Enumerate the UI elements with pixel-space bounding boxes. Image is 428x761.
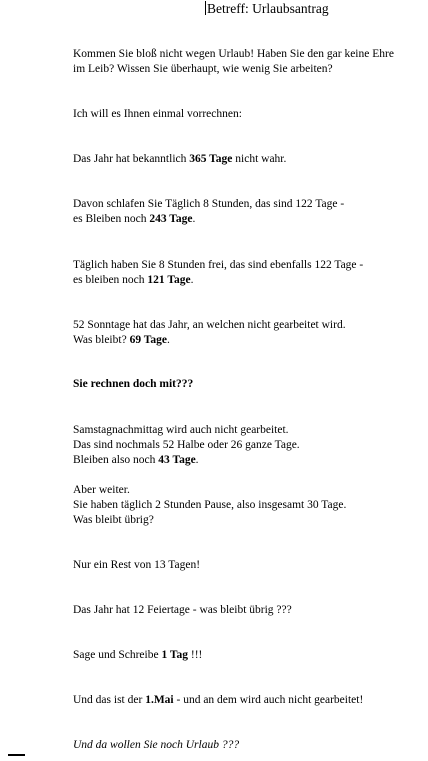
paragraph-5-line-2 xyxy=(73,273,363,288)
paragraph-13-text-bold: 1.Mai xyxy=(145,694,174,706)
paragraph-4-text-post: . xyxy=(192,213,196,225)
paragraph-1 xyxy=(73,47,394,77)
paragraph-8-text-bold: 43 Tage xyxy=(158,454,196,466)
paragraph-4 xyxy=(73,197,344,227)
paragraph-5-text-pre: es bleiben noch xyxy=(73,274,148,286)
paragraph-3-text-post: nicht wahr. xyxy=(232,153,287,165)
paragraph-6-text-post: . xyxy=(166,334,170,346)
paragraph-5-text-bold: 121 Tage xyxy=(147,274,191,286)
paragraph-11-line-1: Das Jahr hat 12 Feiertage - was bleibt übrig ??? xyxy=(73,604,292,616)
paragraph-4-line-1: Davon schlafen Sie Täglich 8 Stunden, das sind 122 Tage - xyxy=(73,198,345,210)
paragraph-8-text-post: . xyxy=(195,454,199,466)
paragraph-9-line-1: Aber weiter. xyxy=(73,484,130,496)
paragraph-10-line-1: Nur ein Rest von 13 Tagen! xyxy=(73,559,201,571)
paragraph-14-line-1: Und da wollen Sie noch Urlaub ??? xyxy=(73,739,240,751)
paragraph-1-line-1: Kommen Sie bloß nicht wegen Urlaub! Haben Sie den gar keine Ehre xyxy=(73,48,394,60)
paragraph-4-text-pre: es Bleiben noch xyxy=(73,213,150,225)
paragraph-3 xyxy=(73,152,286,167)
paragraph-8 xyxy=(73,423,300,468)
paragraph-12-text-pre: Sage und Schreibe xyxy=(73,649,162,661)
paragraph-6 xyxy=(73,318,346,348)
paragraph-12-text-bold: 1 Tag xyxy=(161,649,189,661)
paragraph-7-line-1: Sie rechnen doch mit??? xyxy=(73,378,194,390)
paragraph-3-text-bold: 365 Tage xyxy=(189,153,233,165)
paragraph-8-line-3 xyxy=(73,453,300,468)
paragraph-6-line-2 xyxy=(73,333,346,348)
heading-text: Betreff: Urlaubsantrag xyxy=(207,1,329,16)
paragraph-13-text-pre: Und das ist der xyxy=(73,694,146,706)
paragraph-9-line-3: Was bleibt übrig? xyxy=(73,514,154,526)
paragraph-9-line-2: Sie haben täglich 2 Stunden Pause, also insgesamt 30 Tage. xyxy=(73,499,347,511)
paragraph-12 xyxy=(73,648,202,663)
paragraph-4-text-bold: 243 Tage xyxy=(149,213,193,225)
end-of-document-marker xyxy=(8,754,25,756)
paragraph-9 xyxy=(73,483,346,528)
paragraph-12-line-1 xyxy=(73,648,202,663)
paragraph-6-text-pre: Was bleibt? xyxy=(73,334,130,346)
paragraph-5-line-1: Täglich haben Sie 8 Stunden frei, das sind ebenfalls 122 Tage - xyxy=(73,259,364,271)
paragraph-8-line-1: Samstagnachmittag wird auch nicht gearbeitet. xyxy=(73,424,289,436)
paragraph-8-text-pre: Bleiben also noch xyxy=(73,454,159,466)
text-cursor xyxy=(205,1,206,15)
paragraph-3-line-1 xyxy=(73,152,286,167)
paragraph-4-line-2 xyxy=(73,212,344,227)
paragraph-6-text-bold: 69 Tage xyxy=(129,334,167,346)
document-heading xyxy=(205,1,329,17)
paragraph-13 xyxy=(73,693,363,708)
paragraph-6-line-1: 52 Sonntage hat das Jahr, an welchen nicht gearbeitet wird. xyxy=(73,319,346,331)
paragraph-12-text-post: !!! xyxy=(188,649,203,661)
paragraph-7 xyxy=(73,377,193,392)
paragraph-14 xyxy=(73,738,239,753)
paragraph-10 xyxy=(73,558,200,573)
paragraph-5-text-post: . xyxy=(190,274,194,286)
paragraph-1-line-2: im Leib? Wissen Sie überhaupt, wie wenig Sie arbeiten? xyxy=(73,63,333,75)
paragraph-3-text-pre: Das Jahr hat bekanntlich xyxy=(73,153,190,165)
paragraph-2 xyxy=(73,107,242,122)
paragraph-13-text-post: - und an dem wird auch nicht gearbeitet! xyxy=(173,694,364,706)
paragraph-5 xyxy=(73,258,363,288)
paragraph-11 xyxy=(73,603,292,618)
paragraph-2-line-1: Ich will es Ihnen einmal vorrechnen: xyxy=(73,108,242,120)
paragraph-8-line-2: Das sind nochmals 52 Halbe oder 26 ganze Tage. xyxy=(73,439,300,451)
paragraph-13-line-1 xyxy=(73,693,363,708)
